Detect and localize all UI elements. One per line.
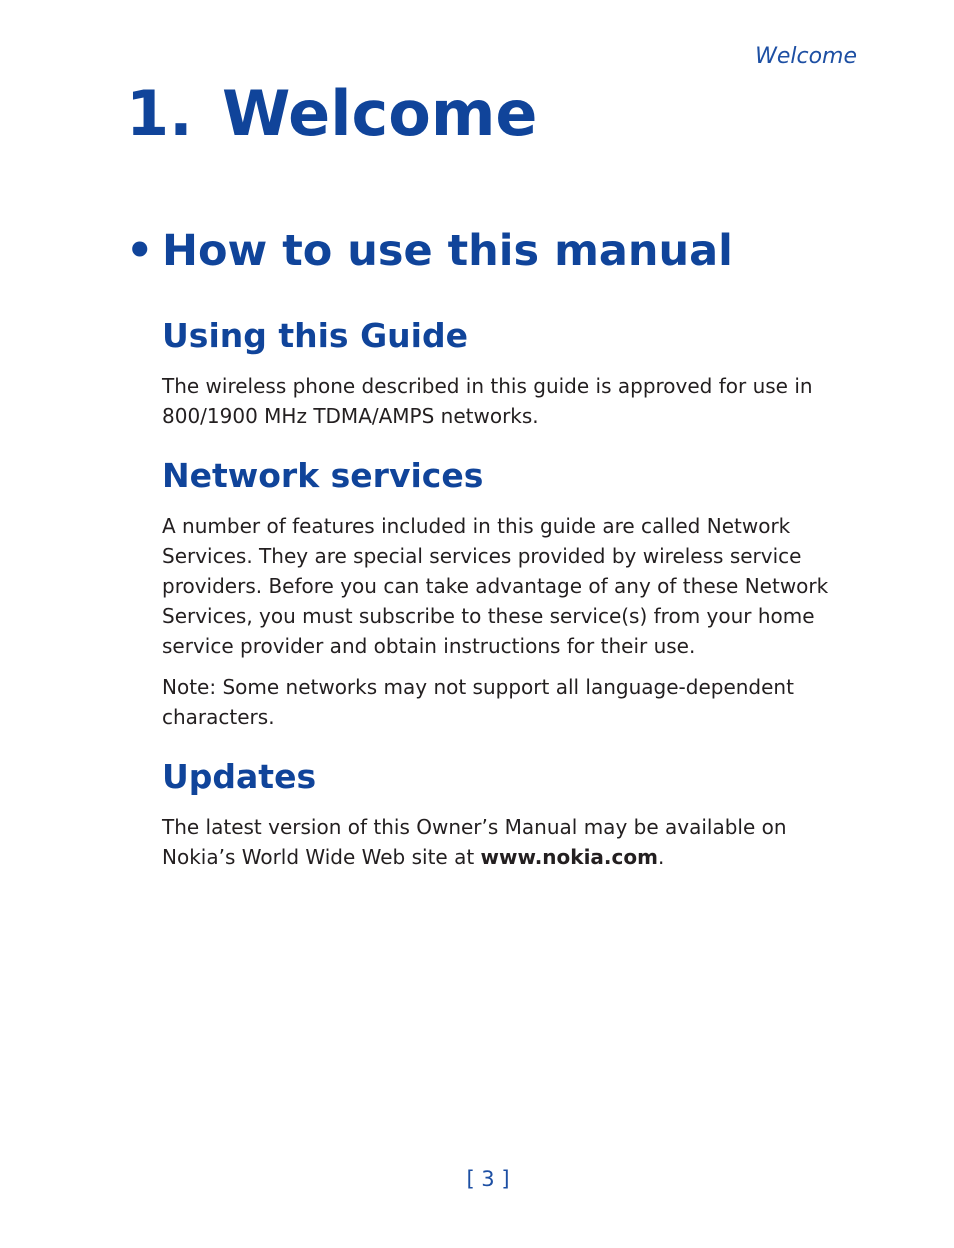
subsection-heading: Using this Guide — [162, 316, 468, 355]
paragraph-tail: . — [657, 845, 665, 869]
paragraph: A number of features included in this guide are called Network Services. They are special services provided by wireless service providers. Before you can take advantage of any of these Network Services, you must subscribe to these service(s) from your home service provider and obtain instructions for their use. — [162, 514, 829, 658]
paragraph-lead: The latest version of this Owner’s Manual may be available on Nokia’s World Wide Web site at — [162, 815, 787, 869]
paragraph — [162, 812, 862, 872]
subsection-using-guide — [162, 313, 862, 431]
chapter-title-text: Welcome — [222, 77, 538, 150]
section-title-text: How to use this manual — [162, 226, 733, 276]
subsection-heading: Updates — [162, 757, 317, 796]
subsection-updates — [162, 754, 862, 872]
main-content — [162, 313, 862, 894]
subsection-network-services — [162, 453, 862, 732]
page-number: [ 3 ] — [466, 1167, 510, 1191]
running-header: Welcome — [755, 44, 857, 69]
website-link[interactable]: www.nokia.com — [480, 845, 658, 869]
bullet-icon: • — [126, 226, 154, 276]
section-title — [126, 228, 733, 275]
subsection-heading: Network services — [162, 456, 484, 495]
chapter-title — [126, 77, 538, 150]
chapter-number: 1. — [126, 77, 193, 150]
paragraph: The wireless phone described in this guide is approved for use in 800/1900 MHz TDMA/AMPS networks. — [162, 374, 813, 428]
note-paragraph: Note: Some networks may not support all language-dependent characters. — [162, 675, 794, 729]
